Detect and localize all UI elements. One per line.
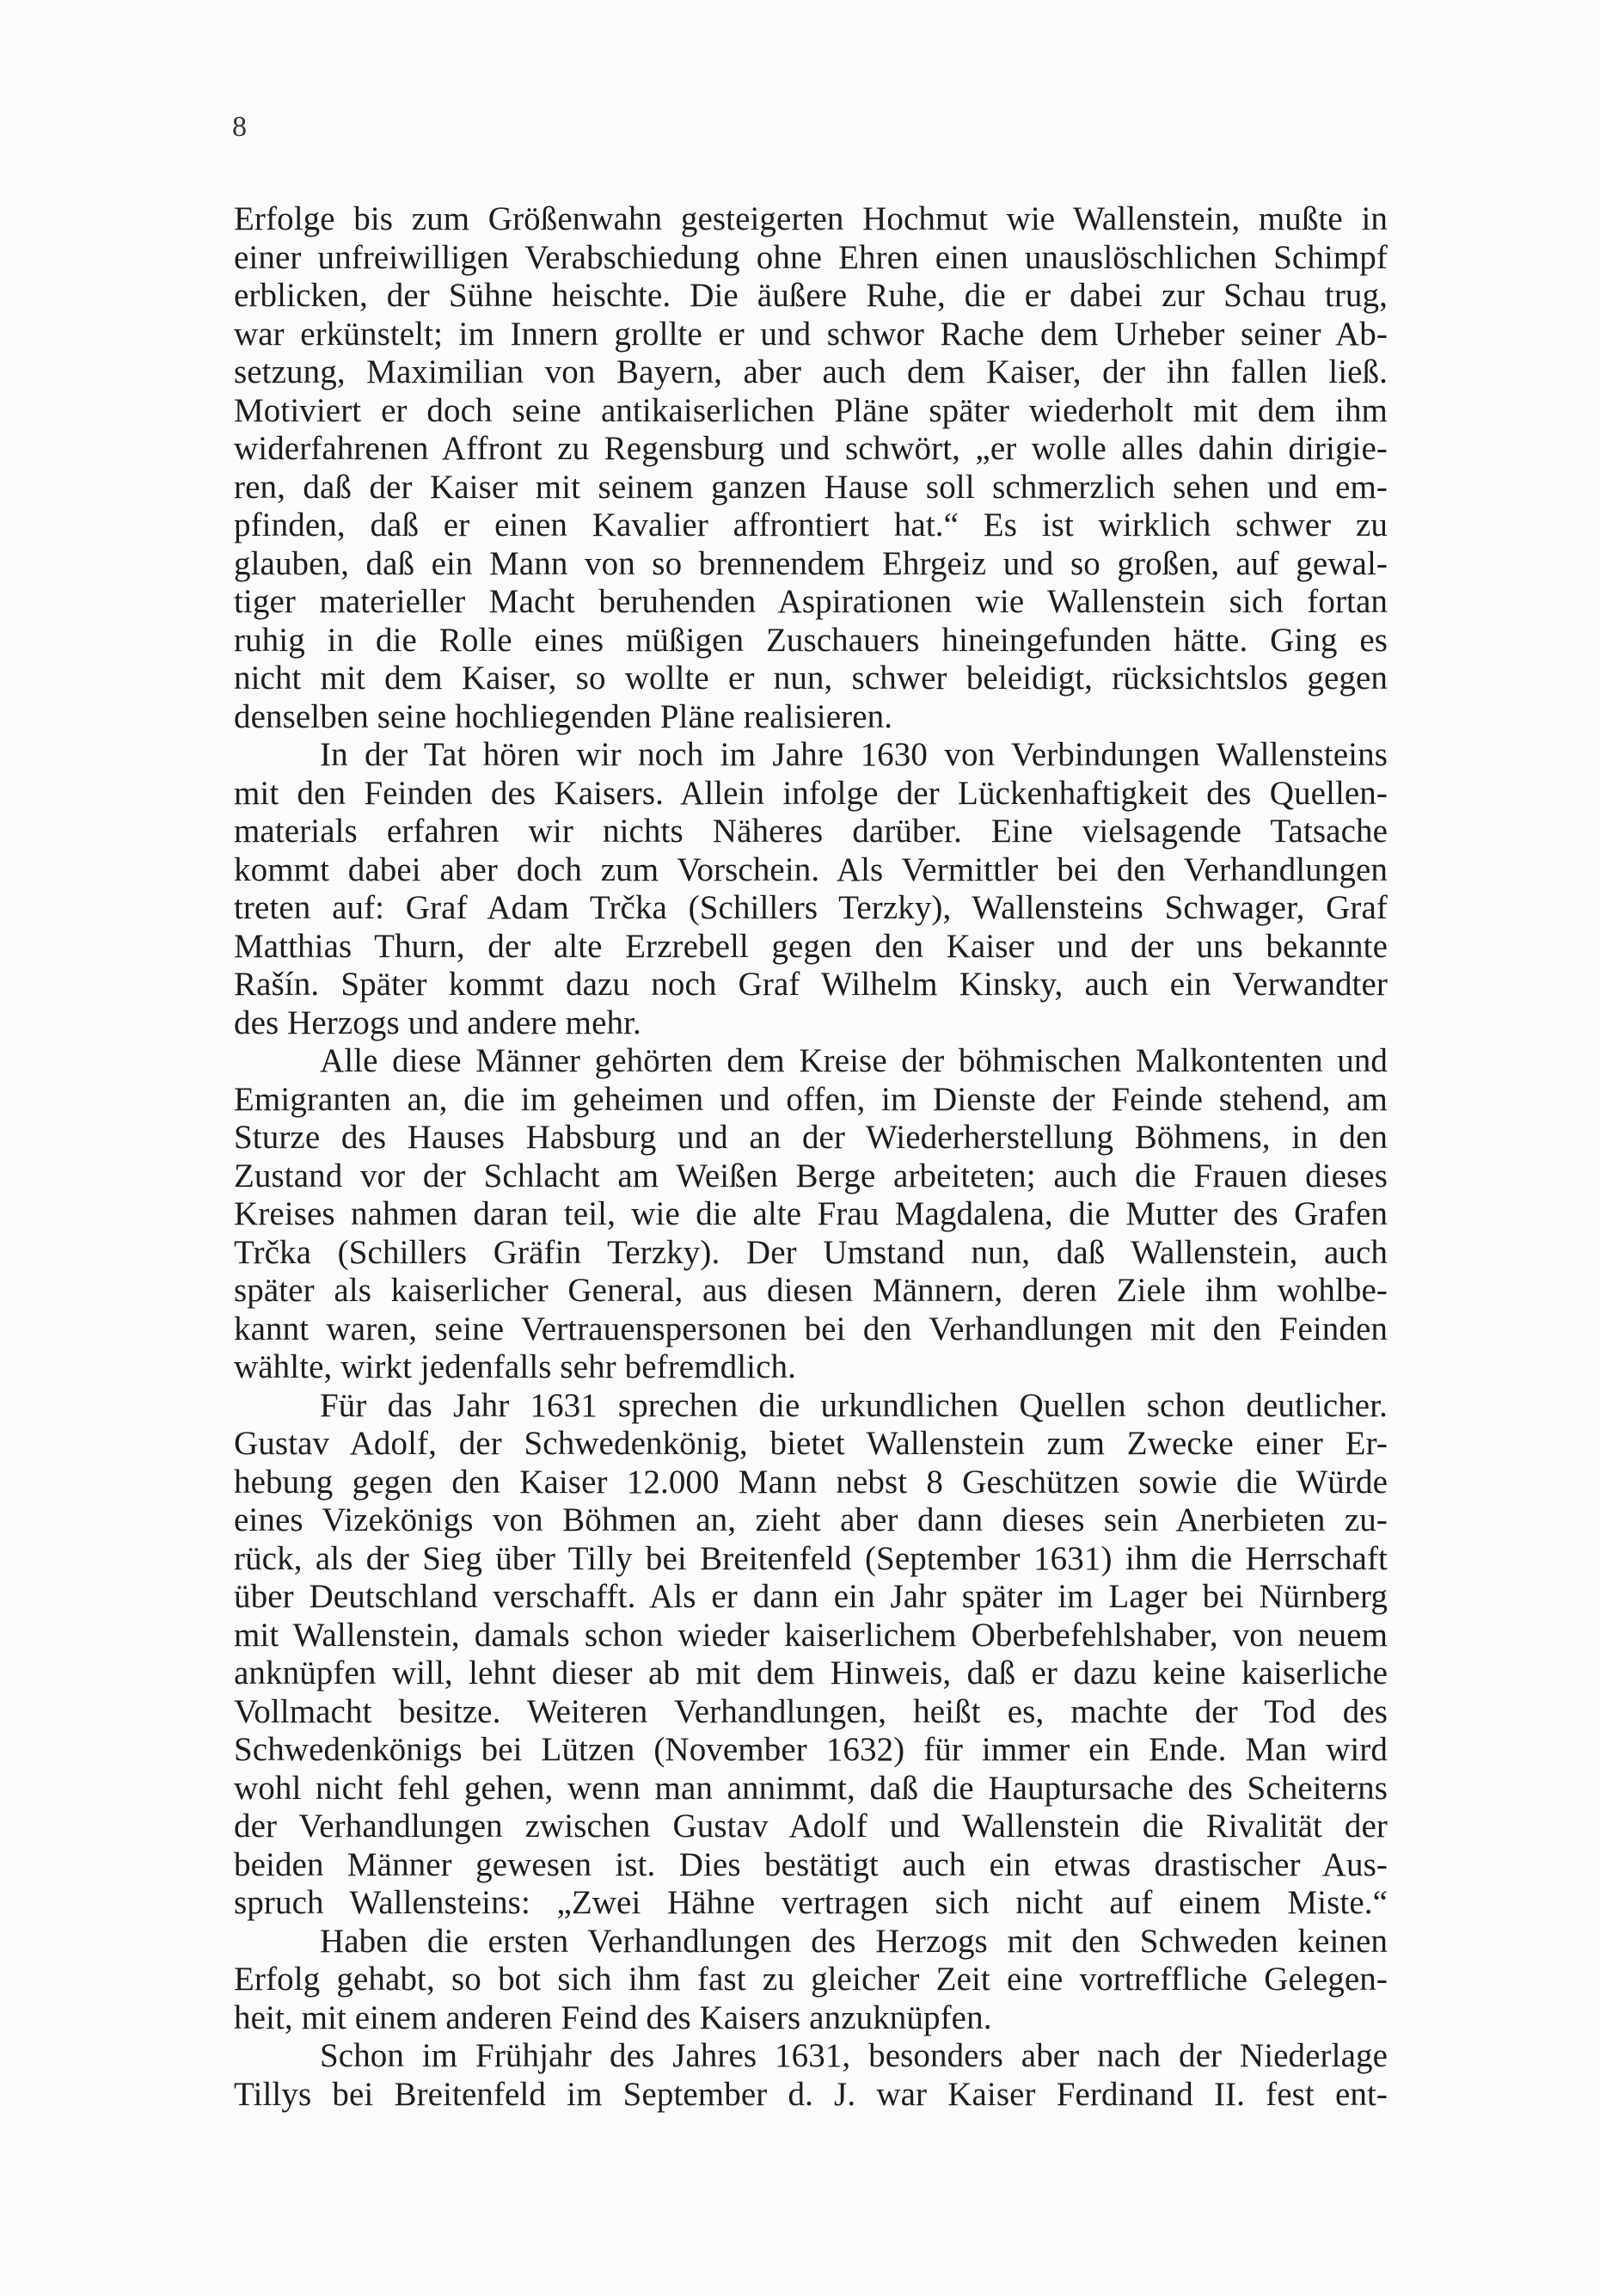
text-line: Gustav Adolf, der Schwedenkönig, bietet Wallenstein zum Zwecke einer Er-: [234, 1425, 1388, 1462]
text-line: Trčka (Schillers Gräfin Terzky). Der Umstand nun, daß Wallenstein, auch: [234, 1233, 1388, 1271]
text-line: Motiviert er doch seine antikaiserlichen Pläne später wiederholt mit dem ihm: [234, 391, 1388, 429]
text-line: glauben, daß ein Mann von so brennendem Ehrgeiz und so großen, auf gewal-: [234, 544, 1388, 582]
text-line: Sturze des Hauses Habsburg und an der Wiederherstellung Böhmens, in den: [234, 1119, 1388, 1156]
text-line: Für das Jahr 1631 sprechen die urkundlichen Quellen schon deutlicher.: [320, 1386, 1388, 1424]
text-line: Rašín. Später kommt dazu noch Graf Wilhelm Kinsky, auch ein Verwandter: [234, 966, 1388, 1003]
text-line: kommt dabei aber doch zum Vorschein. Als Vermittler bei den Verhandlungen: [234, 850, 1388, 888]
text-line: Haben die ersten Verhandlungen des Herzogs mit den Schweden keinen: [320, 1922, 1388, 1960]
text-line: heit, mit einem anderen Feind des Kaisers anzuknüpfen.: [234, 1998, 992, 2036]
text-line: über Deutschland verschafft. Als er dann ein Jahr später im Lager bei Nürnberg: [234, 1578, 1388, 1615]
text-line: ren, daß der Kaiser mit seinem ganzen Hause soll schmerzlich sehen und em-: [234, 468, 1388, 506]
text-line: In der Tat hören wir noch im Jahre 1630 von Verbindungen Wallensteins: [320, 736, 1388, 773]
text-line: Alle diese Männer gehörten dem Kreise der böhmischen Malkontenten und: [320, 1042, 1388, 1079]
text-line: Kreises nahmen daran teil, wie die alte Frau Magdalena, die Mutter des Grafen: [234, 1195, 1388, 1232]
text-line: anknüpfen will, lehnt dieser ab mit dem Hinweis, daß er dazu keine kaiserliche: [234, 1654, 1388, 1691]
text-line: kannt waren, seine Vertrauenspersonen bei den Verhandlungen mit den Feinden: [234, 1310, 1388, 1348]
body-text: [234, 200, 1388, 2114]
text-line: widerfahrenen Affront zu Regensburg und schwört, „er wolle alles dahin dirigie-: [234, 430, 1388, 467]
text-line: Zustand vor der Schlacht am Weißen Berge arbeiteten; auch die Frauen dieses: [234, 1157, 1388, 1194]
text-line: mit Wallenstein, damals schon wieder kaiserlichem Oberbefehlshaber, von neuem: [234, 1616, 1388, 1654]
text-line: Tillys bei Breitenfeld im September d. J. war Kaiser Ferdinand II. fest ent-: [234, 2075, 1388, 2113]
text-line: mit den Feinden des Kaisers. Allein infolge der Lückenhaftigkeit des Quellen-: [234, 774, 1388, 812]
text-line: wählte, wirkt jedenfalls sehr befremdlich.: [234, 1348, 796, 1385]
text-line: einer unfreiwilligen Verabschiedung ohne Ehren einen unauslöschlichen Schimpf: [234, 238, 1388, 276]
text-line: beiden Männer gewesen ist. Dies bestätigt auch ein etwas drastischer Aus-: [234, 1845, 1388, 1883]
text-line: erblicken, der Sühne heischte. Die äußere Ruhe, die er dabei zur Schau trug,: [234, 277, 1388, 314]
text-line: materials erfahren wir nichts Näheres darüber. Eine vielsagende Tatsache: [234, 813, 1388, 850]
text-line: Erfolge bis zum Größenwahn gesteigerten Hochmut wie Wallenstein, mußte in: [234, 200, 1388, 237]
text-line: Schon im Frühjahr des Jahres 1631, besonders aber nach der Niederlage: [320, 2037, 1388, 2074]
text-line: hebung gegen den Kaiser 12.000 Mann nebst 8 Geschützen sowie die Würde: [234, 1463, 1388, 1501]
text-line: Vollmacht besitze. Weiteren Verhandlungen, heißt es, machte der Tod des: [234, 1692, 1388, 1730]
text-line: pfinden, daß er einen Kavalier affrontiert hat.“ Es ist wirklich schwer zu: [234, 506, 1388, 543]
text-line: nicht mit dem Kaiser, so wollte er nun, schwer beleidigt, rücksichtslos gegen: [234, 660, 1388, 697]
text-line: tiger materieller Macht beruhenden Aspirationen wie Wallenstein sich fortan: [234, 583, 1388, 620]
text-line: treten auf: Graf Adam Trčka (Schillers Terzky), Wallensteins Schwager, Graf: [234, 889, 1388, 926]
page-number: 8: [232, 111, 247, 143]
text-line: spruch Wallensteins: „Zwei Hähne vertragen sich nicht auf einem Miste.“: [234, 1884, 1388, 1921]
text-line: eines Vizekönigs von Böhmen an, zieht aber dann dieses sein Anerbieten zu-: [234, 1501, 1388, 1538]
text-line: ruhig in die Rolle eines müßigen Zuschauers hineingefunden hätte. Ging es: [234, 621, 1388, 659]
text-line: wohl nicht fehl gehen, wenn man annimmt, daß die Hauptursache des Scheiterns: [234, 1769, 1388, 1807]
text-line: denselben seine hochliegenden Pläne realisieren.: [234, 697, 893, 735]
text-line: war erkünstelt; im Innern grollte er und schwor Rache dem Urheber seiner Ab-: [234, 315, 1388, 353]
text-line: der Verhandlungen zwischen Gustav Adolf und Wallenstein die Rivalität der: [234, 1808, 1388, 1845]
text-line: des Herzogs und andere mehr.: [234, 1004, 641, 1041]
text-line: Schwedenkönigs bei Lützen (November 1632) für immer ein Ende. Man wird: [234, 1731, 1388, 1768]
text-line: Matthias Thurn, der alte Erzrebell gegen den Kaiser und der uns bekannte: [234, 927, 1388, 965]
text-line: Emigranten an, die im geheimen und offen, im Dienste der Feinde stehend, am: [234, 1080, 1388, 1118]
text-line: setzung, Maximilian von Bayern, aber auch dem Kaiser, der ihn fallen ließ.: [234, 353, 1388, 390]
text-line: rück, als der Sieg über Tilly bei Breitenfeld (September 1631) ihm die Herrschaft: [234, 1539, 1388, 1577]
text-line: Erfolg gehabt, so bot sich ihm fast zu gleicher Zeit eine vortreffliche Gelegen-: [234, 1961, 1388, 1998]
text-line: später als kaiserlicher General, aus diesen Männern, deren Ziele ihm wohlbe-: [234, 1272, 1388, 1309]
